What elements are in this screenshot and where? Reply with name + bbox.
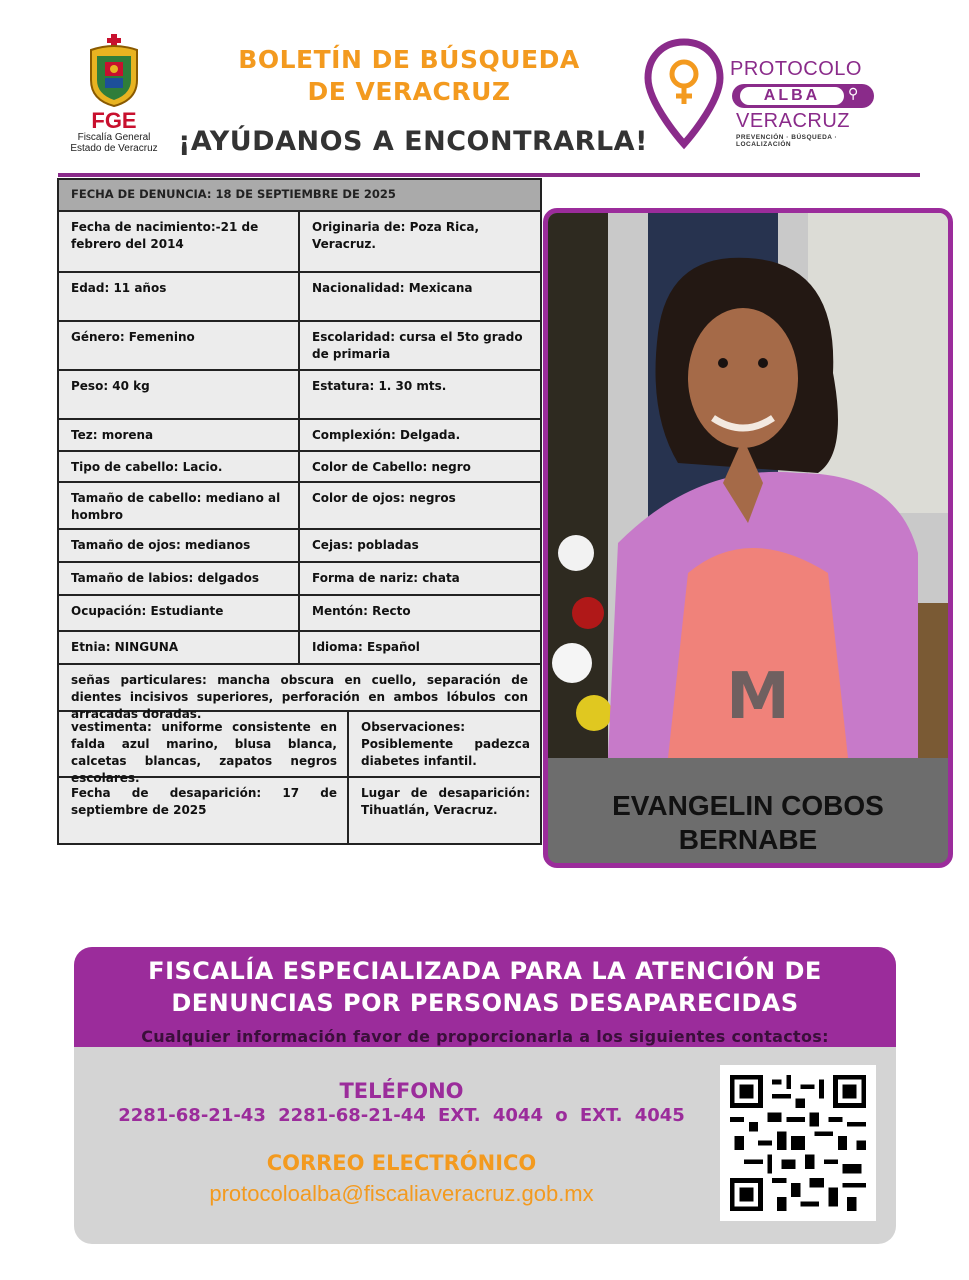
observations: Observaciones: Posiblemente padezca diabetes infantil.: [361, 720, 530, 768]
alba-word: ALBA: [740, 87, 844, 105]
email-label: CORREO ELECTRÓNICO: [266, 1151, 537, 1175]
table-row: [59, 563, 540, 596]
fiscalia-title-line2: DENUNCIAS POR PERSONAS DESAPARECIDAS: [171, 989, 799, 1017]
table-row: [59, 632, 540, 665]
bulletin-title-line1: BOLETÍN DE BÚSQUEDA: [238, 45, 580, 74]
fge-logo: [62, 34, 166, 160]
eye-color: Color de ojos: negros: [312, 491, 456, 505]
table-row: [59, 371, 540, 420]
ethnicity: Etnia: NINGUNA: [59, 632, 300, 663]
disappearance-place: Lugar de desaparición: Tihuatlán, Veracruz.: [361, 786, 530, 817]
report-date: [59, 180, 540, 210]
eyebrows: Cejas: pobladas: [312, 538, 419, 552]
height: Estatura: 1. 30 mts.: [312, 379, 447, 393]
schooling: Escolaridad: cursa el 5to grado de primaria: [312, 330, 523, 361]
disappearance-date: Fecha de desaparición: 17 de septiembre de 2025: [59, 778, 349, 843]
fiscalia-title: [74, 955, 896, 1019]
particular-signs: señas particulares: mancha obscura en cuello, separación de dientes incisivos superiores, perforación en ambos lóbulos con arracadas doradas.: [71, 673, 528, 721]
age: Edad: 11 años: [59, 273, 300, 320]
hair-length: Tamaño de cabello: mediano al hombro: [59, 483, 300, 528]
table-row: [59, 778, 540, 843]
language: Idioma: Español: [312, 640, 420, 654]
phone-numbers[interactable]: 2281-68-21-43 2281-68-21-44 EXT. 4044 o EXT. 4045: [118, 1105, 685, 1126]
nationality: Nacionalidad: Mexicana: [312, 281, 473, 295]
table-row: [59, 665, 540, 721]
fiscalia-title-line1: FISCALÍA ESPECIALIZADA PARA LA ATENCIÓN DE: [148, 957, 822, 985]
svg-text:M: M: [726, 660, 790, 734]
table-row: [59, 483, 540, 530]
hair-color: Color de Cabello: negro: [312, 460, 471, 474]
gender: Género: Femenino: [59, 322, 300, 369]
fge-name-line1: Fiscalía General: [77, 132, 151, 143]
table-row: [59, 596, 540, 632]
contact-section: [74, 947, 896, 1244]
nose-shape: Forma de nariz: chata: [312, 571, 460, 585]
missing-person-name: [548, 789, 948, 857]
photo-panel: [543, 208, 953, 868]
table-row: [59, 420, 540, 452]
table-row: [59, 322, 540, 371]
origin: Originaria de: Poza Rica, Veracruz.: [312, 220, 480, 251]
chin: Mentón: Recto: [312, 604, 411, 618]
help-find-heading: ¡AYÚDANOS A ENCONTRARLA!: [178, 126, 648, 157]
report-date-label: FECHA DE DENUNCIA:: [71, 187, 212, 201]
report-date-row: [59, 180, 540, 212]
location-pin-female-icon: [644, 38, 724, 150]
table-row: [59, 452, 540, 483]
alba-veracruz-text: VERACRUZ: [736, 110, 851, 132]
search-icon: ⚲: [848, 86, 859, 102]
header-divider: [58, 173, 920, 177]
missing-person-info-table: [57, 178, 542, 845]
occupation: Ocupación: Estudiante: [59, 596, 300, 630]
bulletin-title-line2: DE VERACRUZ: [307, 77, 511, 106]
report-date-value: 18 DE SEPTIEMBRE DE 2025: [215, 187, 396, 201]
build: Complexión: Delgada.: [312, 428, 461, 442]
alba-pill: [732, 84, 874, 108]
weight: Peso: 40 kg: [59, 371, 300, 418]
lip-size: Tamaño de labios: delgados: [59, 563, 300, 594]
alba-tagline: PREVENCIÓN · BÚSQUEDA · LOCALIZACIÓN: [736, 134, 838, 148]
fge-abbreviation: FGE: [91, 108, 137, 133]
email-address[interactable]: protocoloalba@fiscaliaveracruz.gob.mx: [209, 1181, 594, 1206]
alba-protocolo-text: PROTOCOLO: [730, 58, 862, 80]
phone-label: TELÉFONO: [339, 1079, 464, 1103]
eye-size: Tamaño de ojos: medianos: [59, 530, 300, 561]
clothing: vestimenta: uniforme consistente en falda azul marino, blusa blanca, calcetas blancas, zapatos negros escolares.: [59, 712, 349, 776]
table-row: [59, 212, 540, 273]
qr-code[interactable]: [720, 1065, 876, 1221]
bulletin-title: [190, 44, 628, 108]
table-row: [59, 530, 540, 563]
fge-name-line2: Estado de Veracruz: [70, 143, 158, 154]
hair-type: Tipo de cabello: Lacio.: [59, 452, 300, 481]
fge-full-name: [62, 132, 166, 154]
person-name-line1: EVANGELIN COBOS: [612, 790, 884, 821]
missing-person-photo: [548, 213, 948, 758]
birth-date: Fecha de nacimiento:-21 de febrero del 2014: [59, 212, 300, 271]
veracruz-shield-icon: [83, 34, 145, 108]
complexion-tone: Tez: morena: [59, 420, 300, 450]
table-row: [59, 273, 540, 322]
table-row: [59, 712, 540, 785]
contact-instruction: Cualquier información favor de proporcionarla a los siguientes contactos:: [141, 1027, 829, 1046]
qr-code-icon: [730, 1075, 866, 1211]
protocolo-alba-logo: [644, 38, 884, 150]
person-name-line2: BERNABE: [678, 824, 818, 855]
